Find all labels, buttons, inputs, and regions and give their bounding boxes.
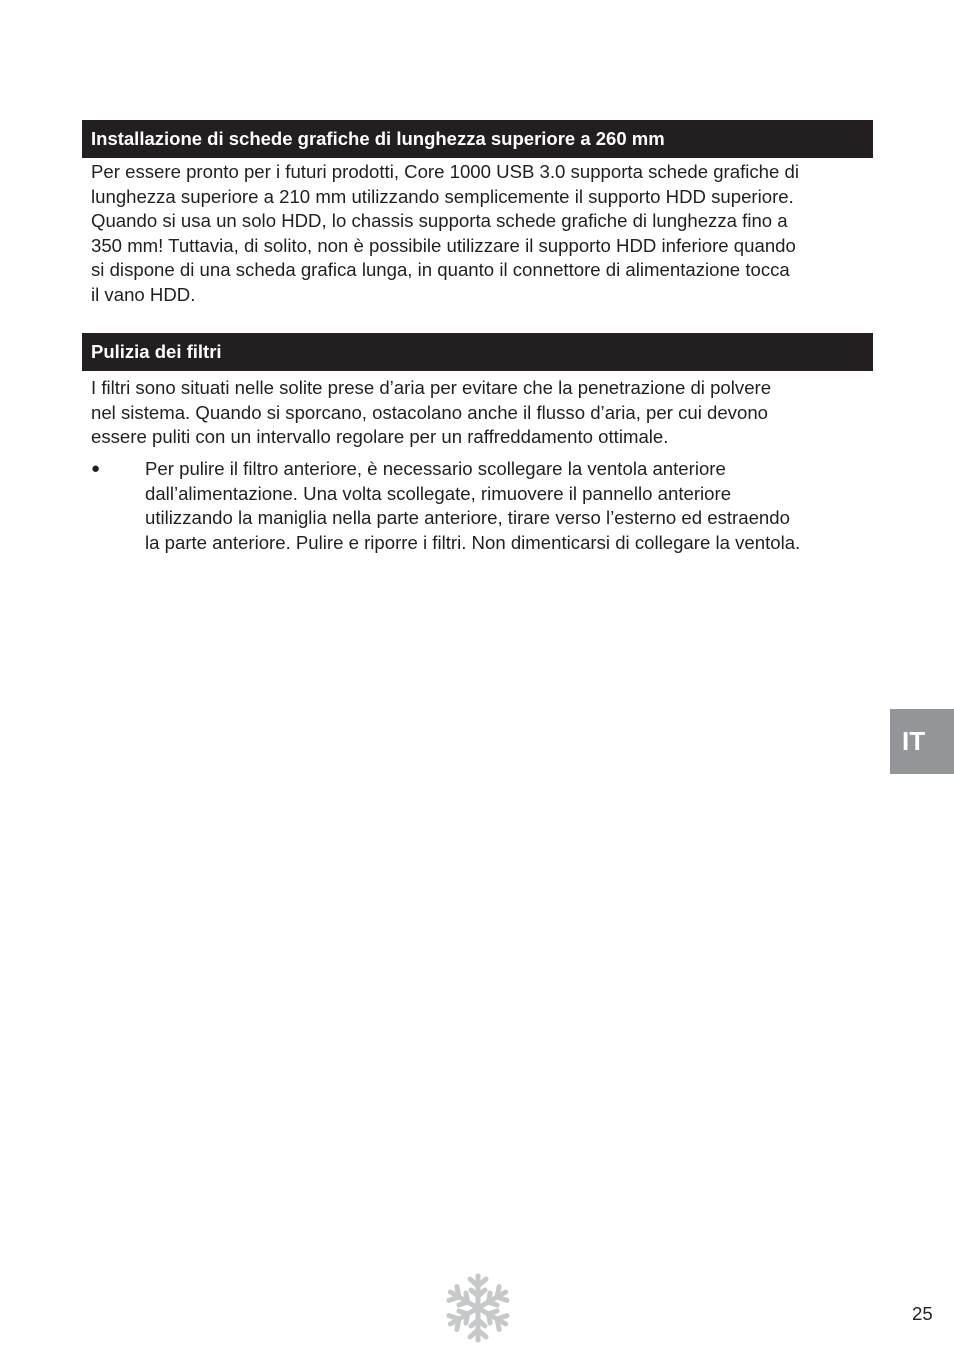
bullet-line: dall’alimentazione. Una volta scollegate, rimuovere il pannello anteriore [145,482,732,504]
paragraph-line: 350 mm! Tuttavia, di solito, non è possibile utilizzare il supporto HDD inferiore quando [91,234,796,256]
section-header-filter-cleaning: Pulizia dei filtri [82,333,873,371]
bullet-line: Per pulire il filtro anteriore, è necessario scollegare la ventola anteriore [145,458,726,479]
paragraph-line: Quando si usa un solo HDD, lo chassis supporta schede grafiche di lunghezza fino a [91,210,788,232]
bullet-line: utilizzando la maniglia nella parte anteriore, tirare verso l’esterno ed estraendo [145,507,790,529]
bullet-item-front-filter [145,457,885,555]
language-tab: IT [890,709,954,774]
section-header-graphics-cards: Installazione di schede grafiche di lunghezza superiore a 260 mm [82,120,873,158]
snowflake-icon [444,1272,512,1344]
paragraph-line: il vano HDD. [91,283,196,305]
graphics-cards-paragraph [91,160,881,308]
paragraph-line: si dispone di una scheda grafica lunga, in quanto il connettore di alimentazione tocca [91,259,790,281]
bullet-marker: ● [91,460,101,477]
paragraph-line: lunghezza superiore a 210 mm utilizzando semplicemente il supporto HDD superiore. [91,185,794,207]
filter-cleaning-paragraph [91,376,881,450]
paragraph-line: I filtri sono situati nelle solite prese d’aria per evitare che la penetrazione di polvere [91,377,772,398]
paragraph-line: essere puliti con un intervallo regolare per un raffreddamento ottimale. [91,426,669,448]
bullet-line: la parte anteriore. Pulire e riporre i filtri. Non dimenticarsi di collegare la ventola. [145,531,801,553]
paragraph-line: nel sistema. Quando si sporcano, ostacolano anche il flusso d’aria, per cui devono [91,401,769,423]
page-number: 25 [912,1303,933,1324]
paragraph-line: Per essere pronto per i futuri prodotti, Core 1000 USB 3.0 supporta schede grafiche di [91,161,799,182]
